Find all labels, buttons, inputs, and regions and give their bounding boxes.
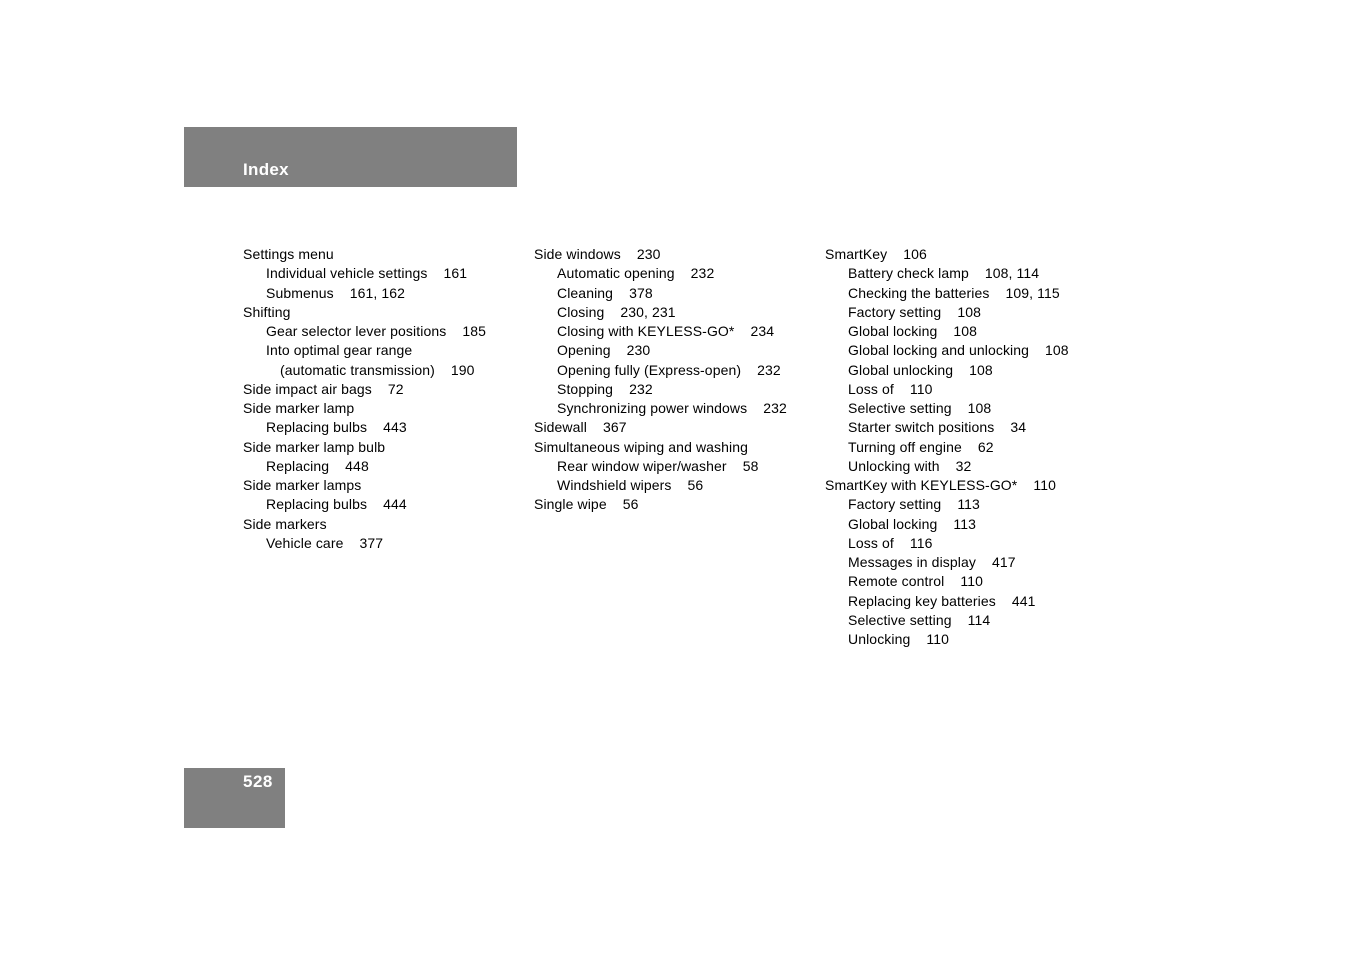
page-number: 528 xyxy=(243,772,273,791)
index-term: Side marker lamps xyxy=(243,477,362,493)
page-reference[interactable]: 378 xyxy=(629,284,653,301)
index-term: (automatic transmission) xyxy=(280,361,435,378)
index-subentry xyxy=(825,399,1069,418)
index-term: Closing xyxy=(557,303,605,320)
index-term: Battery check lamp xyxy=(848,265,969,282)
index-entry xyxy=(534,438,787,457)
index-term: Checking the batteries xyxy=(848,284,990,301)
index-term: Sidewall xyxy=(534,419,587,436)
page-reference[interactable]: 232 xyxy=(757,361,781,378)
index-subentry xyxy=(825,303,1069,322)
index-subentry xyxy=(534,361,787,380)
index-term: Global locking xyxy=(848,515,938,532)
page-reference[interactable]: 62 xyxy=(977,438,994,455)
page-reference[interactable]: 108, 114 xyxy=(984,265,1040,282)
index-subentry xyxy=(825,457,1069,476)
page-reference[interactable]: 113 xyxy=(957,496,980,513)
index-term: Simultaneous wiping and washing xyxy=(534,438,749,455)
index-term: Cleaning xyxy=(557,284,614,301)
index-entry xyxy=(825,245,1069,264)
index-subentry xyxy=(534,264,787,283)
index-entry xyxy=(243,245,486,264)
index-entry xyxy=(243,515,486,534)
page-reference[interactable]: 109, 115 xyxy=(1005,284,1060,301)
page-reference[interactable]: 108 xyxy=(969,361,993,378)
index-term: Settings menu xyxy=(243,246,334,262)
index-term: Selective setting xyxy=(848,611,952,628)
index-subentry xyxy=(825,630,1069,649)
page-reference[interactable]: 114 xyxy=(967,611,991,628)
index-subentry xyxy=(243,284,486,303)
index-term: Gear selector lever positions xyxy=(266,323,447,339)
index-term: Loss of xyxy=(848,380,894,397)
index-entry xyxy=(243,399,486,418)
index-subentry xyxy=(534,457,787,476)
index-subentry xyxy=(534,380,787,399)
page-reference[interactable]: 190 xyxy=(450,361,475,378)
index-term: Opening fully (Express-open) xyxy=(557,361,742,378)
page-reference[interactable]: 161 xyxy=(443,265,468,282)
index-term: Individual vehicle settings xyxy=(266,265,428,282)
index-subentry xyxy=(825,592,1069,611)
index-term: Global locking xyxy=(848,323,938,339)
index-subentry xyxy=(825,534,1069,553)
page-reference[interactable]: 230 xyxy=(636,246,661,262)
index-term: Synchronizing power windows xyxy=(557,400,748,416)
index-term: Selective setting xyxy=(848,400,952,416)
index-term: Side markers xyxy=(243,515,327,532)
index-entry xyxy=(243,303,486,322)
page-reference[interactable]: 110 xyxy=(960,573,983,590)
page-reference[interactable]: 108 xyxy=(967,400,992,416)
page-reference[interactable]: 110 xyxy=(926,631,950,647)
index-subentry xyxy=(825,361,1069,380)
index-term: Closing with KEYLESS-GO* xyxy=(557,323,735,339)
page-reference[interactable]: 443 xyxy=(383,419,407,436)
page-reference[interactable]: 113 xyxy=(953,515,976,532)
index-subentry xyxy=(243,418,486,437)
page-reference[interactable]: 32 xyxy=(955,457,972,474)
index-term: Unlocking with xyxy=(848,457,940,474)
index-subentry xyxy=(243,495,486,514)
index-subentry xyxy=(825,438,1069,457)
page-title: Index xyxy=(243,160,289,179)
page-reference[interactable]: 56 xyxy=(622,496,639,513)
index-entry xyxy=(243,380,486,399)
index-subentry xyxy=(534,303,787,322)
page-reference[interactable]: 116 xyxy=(909,534,933,551)
index-term: Side impact air bags xyxy=(243,380,372,397)
page-reference[interactable]: 417 xyxy=(991,554,1016,570)
index-term: Side windows xyxy=(534,246,621,262)
index-subentry xyxy=(825,553,1069,572)
index-subentry xyxy=(534,399,787,418)
page-reference[interactable]: 58 xyxy=(742,457,759,474)
index-subentry xyxy=(825,495,1069,514)
index-subentry xyxy=(534,284,787,303)
page-reference[interactable]: 56 xyxy=(687,477,704,493)
index-term: Unlocking xyxy=(848,631,911,647)
page-reference[interactable]: 108 xyxy=(953,323,978,339)
index-term: Global locking and unlocking xyxy=(848,342,1030,359)
page-reference[interactable]: 448 xyxy=(345,457,369,474)
page-reference[interactable]: 367 xyxy=(602,419,627,436)
index-subentry xyxy=(825,322,1069,341)
page-reference[interactable]: 110 xyxy=(909,380,933,397)
index-term: Replacing key batteries xyxy=(848,592,996,609)
index-subentry xyxy=(243,264,486,283)
index-term: Turning off engine xyxy=(848,438,962,455)
page-reference[interactable]: 234 xyxy=(750,323,775,339)
index-subentry xyxy=(825,380,1069,399)
index-entry xyxy=(243,476,486,495)
index-term: Starter switch positions xyxy=(848,419,995,436)
index-subentry xyxy=(825,264,1069,283)
page-reference[interactable]: 441 xyxy=(1011,592,1036,609)
index-entry xyxy=(534,495,787,514)
index-term: Messages in display xyxy=(848,554,976,570)
index-term: Stopping xyxy=(557,380,614,397)
index-subentry xyxy=(243,322,486,341)
index-term: Side marker lamp bulb xyxy=(243,438,386,455)
index-term: Single wipe xyxy=(534,496,607,513)
index-term: Vehicle care xyxy=(266,534,344,551)
index-subentry xyxy=(534,476,787,495)
index-entry xyxy=(243,438,486,457)
index-header-bar xyxy=(184,127,517,187)
index-term: Automatic opening xyxy=(557,265,675,282)
index-term: Remote control xyxy=(848,573,945,590)
index-term: Into optimal gear range xyxy=(266,342,413,359)
page-reference[interactable]: 377 xyxy=(359,534,384,551)
index-term: Loss of xyxy=(848,534,894,551)
index-entry xyxy=(534,245,787,264)
index-term: Windshield wipers xyxy=(557,477,672,493)
index-term: Global unlocking xyxy=(848,361,954,378)
index-subentry xyxy=(534,322,787,341)
index-term: Replacing bulbs xyxy=(266,496,368,513)
index-subentry xyxy=(534,341,787,360)
index-subentry xyxy=(825,341,1069,360)
index-term: Submenus xyxy=(266,284,334,301)
page-reference[interactable]: 232 xyxy=(690,265,715,282)
index-entry xyxy=(825,476,1069,495)
page-reference[interactable]: 161, 162 xyxy=(349,284,406,301)
page-reference[interactable]: 444 xyxy=(383,496,407,513)
page-reference[interactable]: 230 xyxy=(626,342,651,359)
index-term: Side marker lamp xyxy=(243,400,355,416)
index-term: Factory setting xyxy=(848,496,942,513)
index-subentry xyxy=(825,284,1069,303)
index-subentry xyxy=(243,341,486,360)
page-reference[interactable]: 108 xyxy=(957,303,981,320)
index-column-3 xyxy=(825,245,1069,649)
page-reference[interactable]: 232 xyxy=(629,380,653,397)
page-reference[interactable]: 108 xyxy=(1045,342,1069,359)
index-subentry xyxy=(243,534,486,553)
page-reference[interactable]: 230, 231 xyxy=(620,303,676,320)
page-number-box xyxy=(184,768,285,828)
page-reference[interactable]: 106 xyxy=(903,246,927,262)
page-reference[interactable]: 185 xyxy=(462,323,486,339)
page-reference[interactable]: 72 xyxy=(387,380,404,397)
index-term: Replacing xyxy=(266,457,330,474)
index-subentry xyxy=(825,418,1069,437)
page-reference[interactable]: 110 xyxy=(1033,477,1056,493)
index-subentry xyxy=(825,572,1069,591)
index-subentry xyxy=(243,457,486,476)
index-term: Opening xyxy=(557,342,611,359)
index-term: SmartKey with KEYLESS-GO* xyxy=(825,477,1018,493)
index-term: Factory setting xyxy=(848,303,942,320)
index-term: Replacing bulbs xyxy=(266,419,368,436)
page-reference[interactable]: 34 xyxy=(1010,419,1027,436)
index-subentry xyxy=(243,361,486,380)
index-term: Rear window wiper/washer xyxy=(557,457,727,474)
index-subentry xyxy=(825,611,1069,630)
index-term: SmartKey xyxy=(825,246,888,262)
index-subentry xyxy=(825,515,1069,534)
page-reference[interactable]: 232 xyxy=(763,400,787,416)
index-term: Shifting xyxy=(243,303,291,320)
index-column-1 xyxy=(243,245,486,553)
index-entry xyxy=(534,418,787,437)
index-column-2 xyxy=(534,245,787,515)
